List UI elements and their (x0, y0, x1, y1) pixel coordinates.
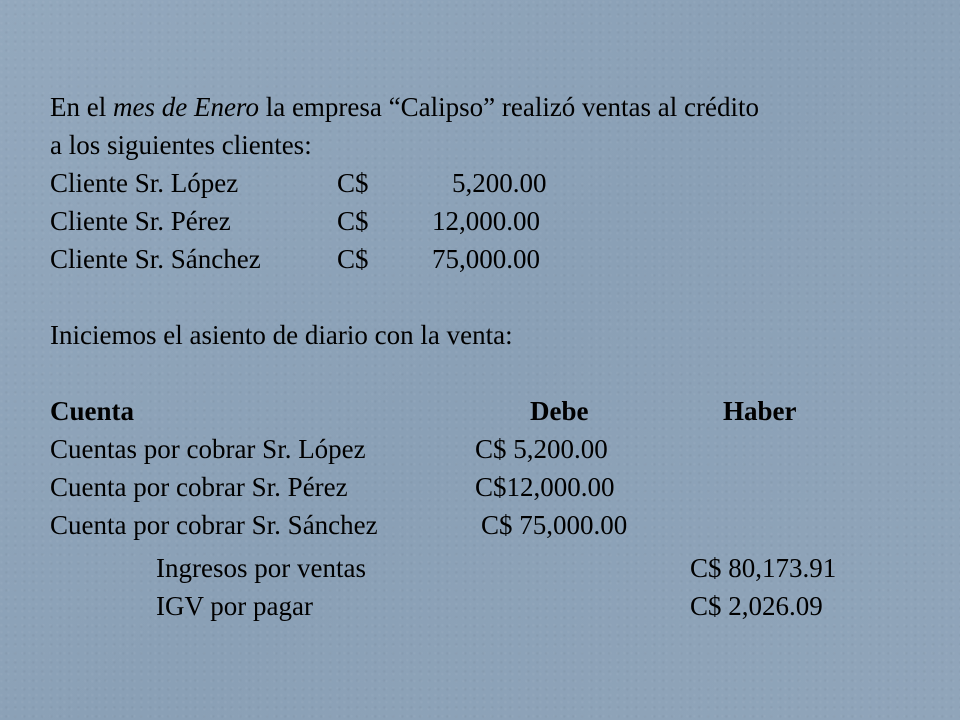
row-account: Cuenta por cobrar Sr. Pérez (50, 472, 348, 502)
header-debit: Debe (530, 396, 589, 426)
client-amount: 5,200.00 (452, 168, 547, 198)
client-name: Cliente Sr. Sánchez (50, 244, 261, 274)
intro-line-2: a los siguientes clientes: (50, 130, 312, 160)
intro-text-post: la empresa “Calipso” realizó ventas al crédito (258, 92, 759, 122)
client-currency: C$ (337, 168, 369, 198)
header-credit: Haber (723, 396, 797, 426)
row-account: Cuentas por cobrar Sr. López (50, 434, 366, 464)
client-amount: 75,000.00 (432, 244, 540, 274)
client-name: Cliente Sr. López (50, 168, 239, 198)
row-account: IGV por pagar (156, 591, 313, 621)
row-debit: C$12,000.00 (475, 472, 615, 502)
intro-text-pre: En el (50, 92, 113, 122)
header-account: Cuenta (50, 396, 135, 426)
intro-line-1 (50, 88, 759, 126)
client-currency: C$ (337, 206, 369, 236)
entry-intro: Iniciemos el asiento de diario con la venta: (50, 320, 513, 350)
intro-text-italic: mes de Enero (112, 92, 259, 122)
client-amount: 12,000.00 (432, 206, 540, 236)
client-name: Cliente Sr. Pérez (50, 206, 231, 236)
row-account: Ingresos por ventas (156, 553, 366, 583)
row-debit: C$ 5,200.00 (475, 434, 608, 464)
row-account: Cuenta por cobrar Sr. Sánchez (50, 510, 378, 540)
row-credit: C$ 2,026.09 (690, 591, 823, 621)
client-currency: C$ (337, 244, 369, 274)
row-credit: C$ 80,173.91 (690, 553, 837, 583)
row-debit: C$ 75,000.00 (481, 510, 628, 540)
